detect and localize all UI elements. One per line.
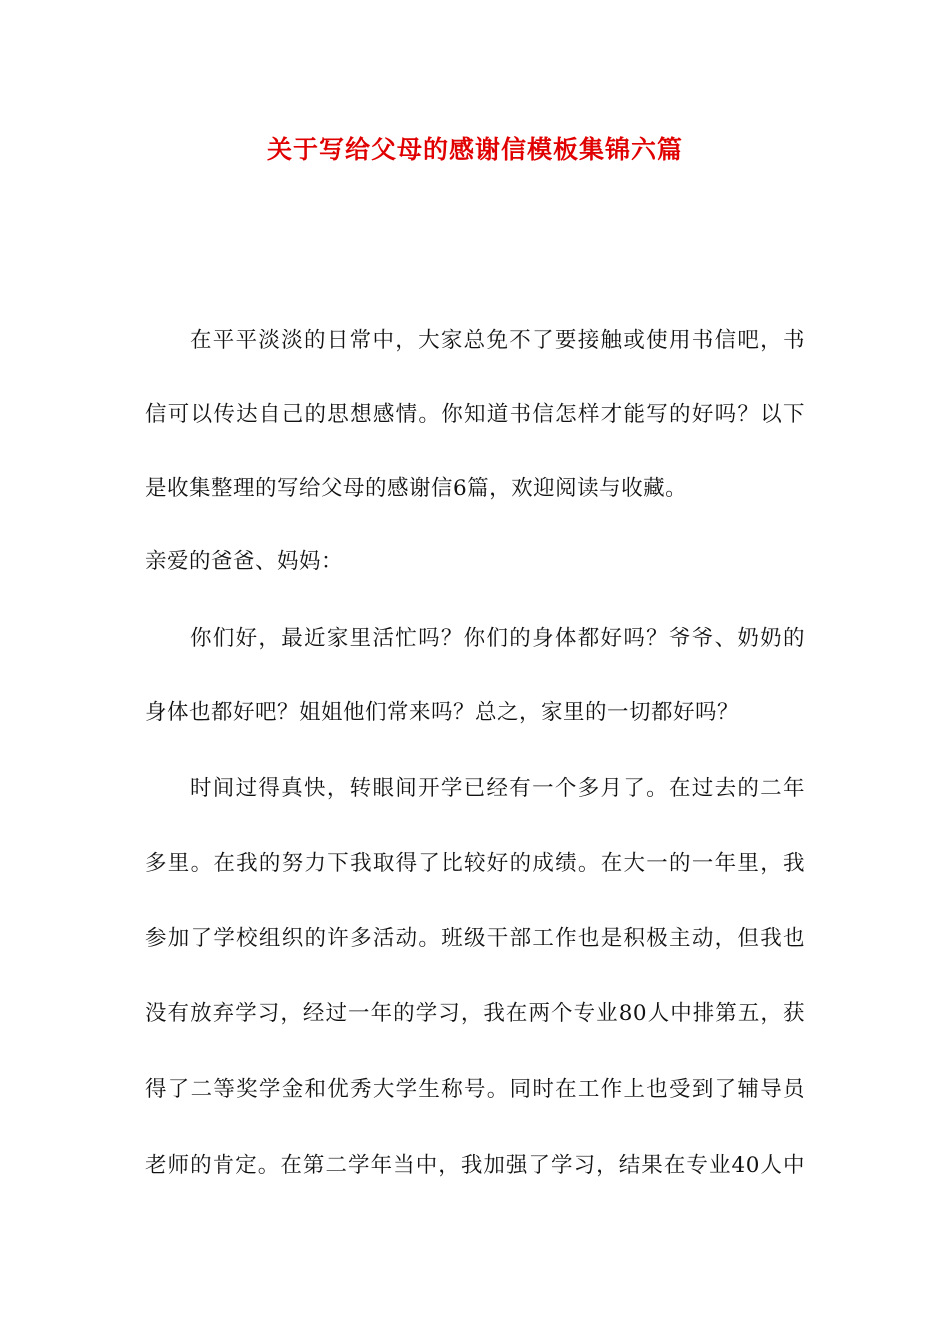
body-line-8: 多里。在我的努力下我取得了比较好的成绩。在大一的一年里，我 [145,851,805,876]
salutation: 亲爱的爸爸、妈妈： [145,549,344,574]
body-line-2: 信可以传达自己的思想感情。你知道书信怎样才能写的好吗？以下 [145,402,805,427]
body-line-1: 在平平淡淡的日常中，大家总免不了要接触或使用书信吧，书 [190,328,805,353]
body-line-6: 身体也都好吧？姐姐他们常来吗？总之，家里的一切都好吗？ [145,700,740,725]
body-line-10: 没有放弃学习，经过一年的学习，我在两个专业80人中排第五，获 [145,1001,805,1026]
body-line-3: 是收集整理的写给父母的感谢信6篇，欢迎阅读与收藏。 [145,476,688,501]
body-line-11: 得了二等奖学金和优秀大学生称号。同时在工作上也受到了辅导员 [145,1077,805,1102]
body-line-9: 参加了学校组织的许多活动。班级干部工作也是积极主动，但我也 [145,926,805,951]
document-title: 关于写给父母的感谢信模板集锦六篇 [266,135,683,164]
body-line-12: 老师的肯定。在第二学年当中，我加强了学习，结果在专业40人中 [145,1153,805,1178]
body-line-7: 时间过得真快，转眼间开学已经有一个多月了。在过去的二年 [190,776,805,801]
body-line-5: 你们好，最近家里活忙吗？你们的身体都好吗？爷爷、奶奶的 [190,626,805,651]
